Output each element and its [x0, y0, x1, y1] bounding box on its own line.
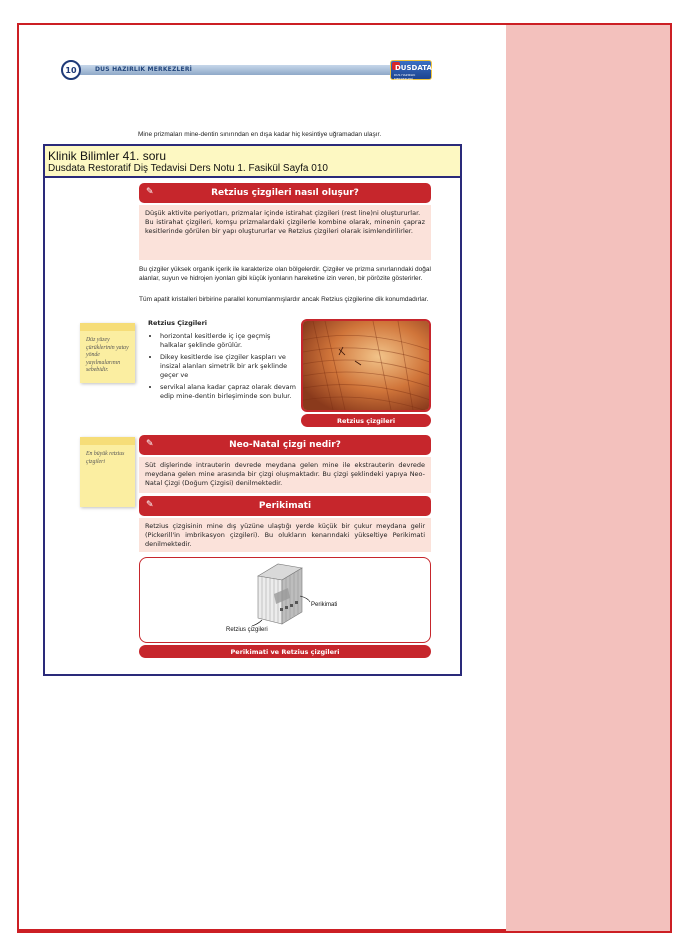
logo-subtext: DUS HAZIRLIK MERKEZLERİ — [394, 73, 416, 81]
diagram-label-retzius: Retzius çizgileri — [226, 627, 268, 633]
perikimati-text-box — [139, 518, 431, 552]
definition-paragraph-2: Bu istirahat çizgileri, komşu prizmalardaki çizgilerle kombine olarak, minenin çapraz kesitlerinde görülen bir yapı oluştururlar ve Retzius çizgileri olarak isimlendirilirler. — [145, 218, 425, 235]
note-fold — [80, 437, 135, 445]
page-number: 10 — [61, 60, 81, 80]
enamel-photo-image — [303, 321, 429, 410]
pencil-icon: ✎ — [146, 187, 154, 197]
bullet-item: • horizontal kesitlerde iç içe geçmiş halkalar şeklinde görülür. — [160, 332, 298, 350]
dusdata-logo — [390, 60, 432, 80]
sticky-note-2 — [80, 437, 135, 507]
perikimati-diagram — [139, 557, 431, 643]
question-title: Klinik Bilimler 41. soru — [48, 149, 167, 163]
section-heading-neonatal — [139, 435, 431, 455]
bullet-item: • servikal alana kadar çapraz olarak devam edip mine-dentin birleşiminde son bulur. — [160, 383, 298, 401]
enamel-block-illustration — [140, 558, 429, 641]
pencil-icon: ✎ — [146, 500, 154, 510]
sticky-note-1 — [80, 323, 135, 383]
neonatal-paragraph: Süt dişlerinde intrauterin devrede meydana gelen mine ile ekstrauterin devrede meydana gelen mine arasında bir çizgi oluşmaktadır. Bu çizgi şeklindeki yapıya Neo-Natal Çizgi (Doğum Çizgisi) denilmektedir. — [145, 461, 425, 487]
diagram-caption: Perikimati ve Retzius çizgileri — [139, 645, 431, 658]
question-subtitle: Dusdata Restoratif Diş Tedavisi Ders Notu 1. Fasikül Sayfa 010 — [48, 163, 328, 174]
section-heading-perikimati — [139, 496, 431, 516]
pencil-icon: ✎ — [146, 439, 154, 449]
retzius-photo — [301, 319, 431, 412]
diagram-label-perikimati: Perikimati — [311, 602, 338, 608]
sticky-note-1-text: Düz yüzey çürüklerinin yatay yönde yayılmalarının sebebidir. — [86, 337, 129, 373]
perikimati-paragraph: Retzius çizgisinin mine dış yüzüne ulaştığı yerde küçük bir çukur meydana gelir (Pickerill'in imbrikasyon çizgileri). Bu olukların kenarındaki yükseltiye Perikimati denilmektedir. — [145, 522, 425, 548]
section-heading-retzius — [139, 183, 431, 203]
section-heading-text: Retzius çizgileri nasıl oluşur? — [211, 188, 359, 198]
section-heading-text: Neo-Natal çizgi nedir? — [229, 440, 341, 450]
retzius-bullet-list — [148, 319, 298, 404]
note-fold — [80, 323, 135, 331]
sticky-note-2-text: En büyük retzius çizgileri — [86, 451, 125, 465]
logo-text: DUSDATA — [395, 64, 432, 72]
neonatal-text-box — [139, 457, 431, 493]
page-header — [61, 60, 431, 80]
bullet-item: • Dikey kesitlerde ise çizgiler kaspları ve insizal alanları simetrik bir ark şeklinde geçer ve — [160, 353, 298, 380]
intro-line: Mine prizmaları mine-dentin sınırından en dışa kadar hiç kesintiye uğramadan ulaşır. — [138, 131, 382, 138]
section-heading-text: Perikimati — [258, 501, 312, 511]
question-header — [45, 146, 460, 178]
header-title: DUS HAZIRLIK MERKEZLERİ — [95, 66, 193, 73]
body-paragraph-2: Tüm apatit kristalleri birbirine parallel konumlanmışlardır ancak Retzius çizgilerine dik konumdadırlar. — [139, 296, 429, 303]
body-paragraph-1: Bu çizgiler yüksek organik içerik ile karakterize olan bölgelerdir. Çizgiler ve prizma sınırlarındaki doğal alanlar, suyun ve hidrojen iyonları gibi küçük iyonların hareketine izin veren, bir pörözite gösterirler. — [139, 266, 431, 282]
definition-paragraph-1: Düşük aktivite periyotları, prizmalar içinde istirahat çizgileri (rest line)ni oluştururlar. — [145, 209, 421, 217]
retzius-definition-box — [139, 205, 431, 260]
bullet-list-title: Retzius Çizgileri — [148, 319, 208, 327]
side-panel — [506, 23, 672, 931]
photo-caption: Retzius çizgileri — [301, 414, 431, 427]
